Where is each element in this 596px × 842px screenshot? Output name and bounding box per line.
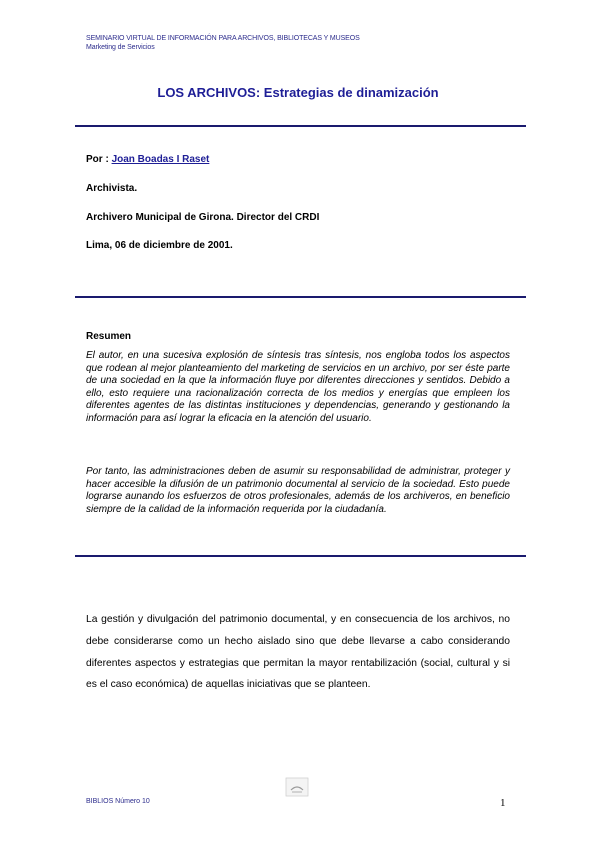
running-header-line1: SEMINARIO VIRTUAL DE INFORMACIÓN PARA ARCHIVOS, BIBLIOTECAS Y MUSEOS (86, 35, 360, 42)
divider (75, 296, 526, 298)
author-line (86, 154, 209, 165)
author-link[interactable]: Joan Boadas I Raset (111, 154, 210, 165)
running-header-line2: Marketing de Servicios (86, 44, 155, 51)
footer-label: BIBLIOS Número 10 (86, 798, 150, 805)
author-position: Archivero Municipal de Girona. Director del CRDI (86, 212, 320, 223)
body-paragraph: La gestión y divulgación del patrimonio documental, y en consecuencia de los archivos, no debe considerarse como un hecho aislado sino que debe llevarse a cabo considerando diferentes aspectos y estrategias que permitan la mayor rentabilización (social, cultural y si es el caso económica) de aquellas iniciativas que se planteen. (86, 614, 510, 691)
summary-paragraph-1: El autor, en una sucesiva explosión de síntesis tras síntesis, nos engloba todos los aspectos que rodean al mejor planteamiento del marketing de servicios en un archivo, por ser éste parte de una sociedad en la que la información fluye por diferentes direcciones y sentidos. Debido a ello, esto requiere una racionalización correcta de los medios y energías que empleen los diferentes agentes de las distintas instituciones y dependencias, generando y gestionando la información para así lograr la eficacia en la atención del usuario. (86, 350, 510, 424)
publisher-logo-icon (285, 777, 309, 797)
summary-paragraph-2: Por tanto, las administraciones deben de asumir su responsabilidad de administrar, proteger y hacer accesible la difusión de un patrimonio documental al servicio de la sociedad. Esto puede lograrse aunando los esfuerzos de otros profesionales, además de los archiveros, en beneficio siempre de la calidad de la información requerida por la ciudadanía. (86, 466, 510, 515)
document-title: LOS ARCHIVOS: Estrategias de dinamización (157, 85, 439, 100)
divider (75, 555, 526, 557)
author-role: Archivista. (86, 183, 138, 194)
summary-heading: Resumen (86, 331, 132, 342)
place-date: Lima, 06 de diciembre de 2001. (86, 240, 233, 251)
divider (75, 125, 526, 127)
author-prefix: Por : (86, 154, 109, 165)
page-number: 1 (500, 797, 506, 809)
